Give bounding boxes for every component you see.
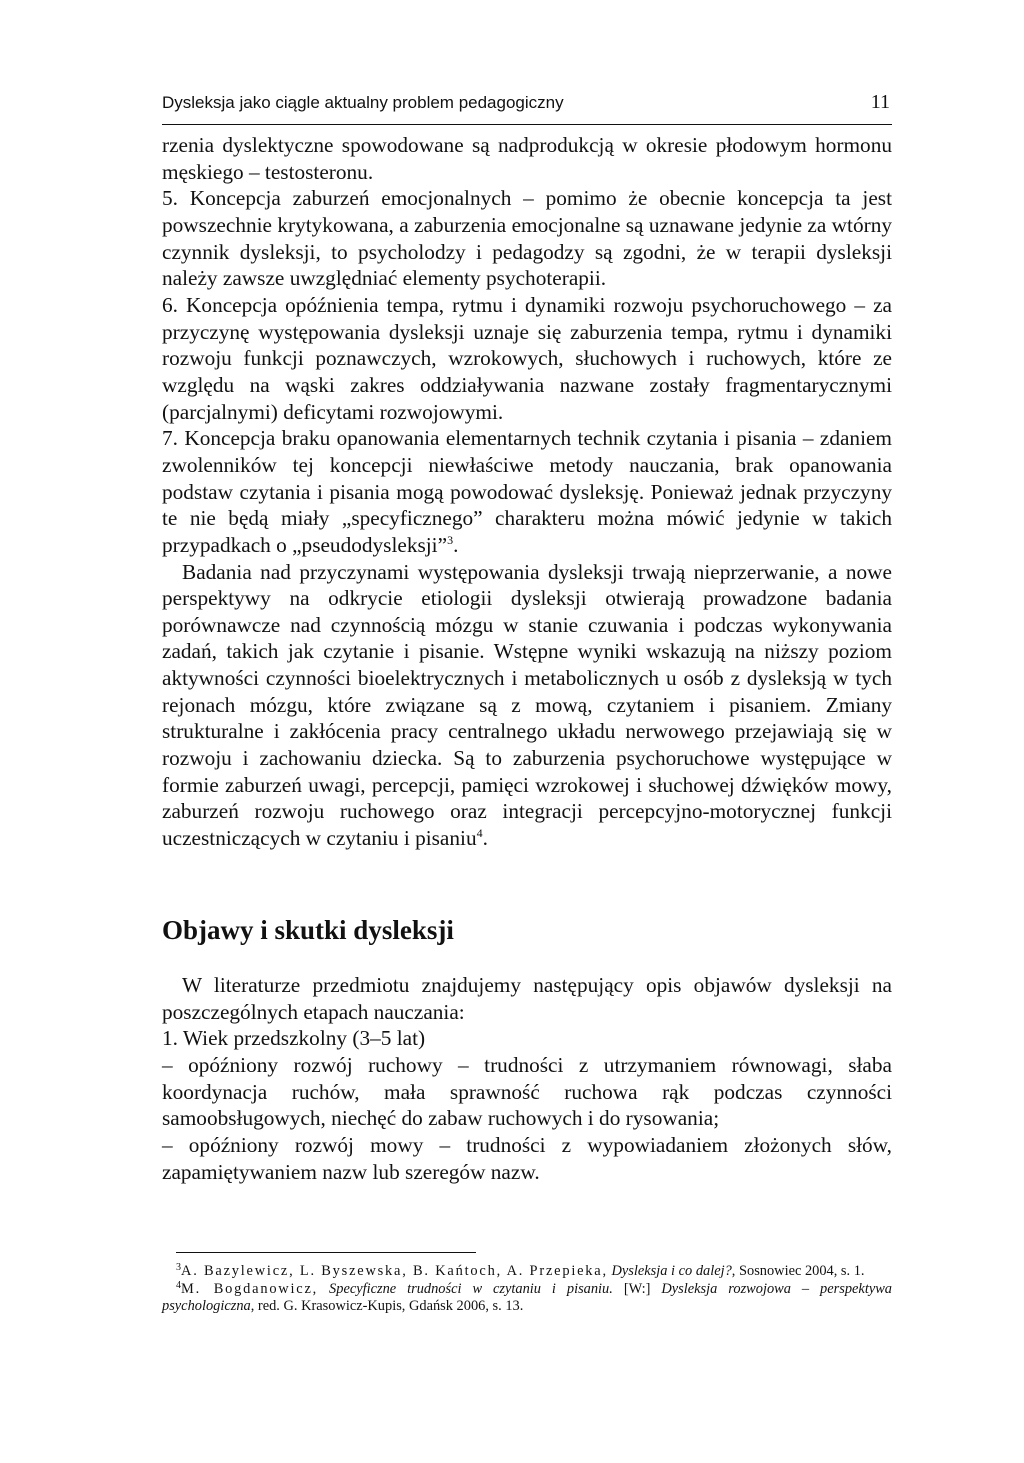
paragraph-text: 7. Koncepcja braku opanowania elementarnych technik czytania i pisania – zdaniem zwolenników tej koncepcji niewłaściwe metody nauczania, brak opanowania podstaw czytania i pisania mogą powodować dysleksję. Ponieważ jednak przyczyny te nie będą miały „specyficznego” charakteru można mówić jedynie w takich przypadkach o „pseudodysleksji” xyxy=(162,426,892,557)
paragraph: rzenia dyslektyczne spowodowane są nadprodukcją w okresie płodowym hormonu męskiego – testosteronu. xyxy=(162,133,892,184)
footnote-book: Dysleksja rozwojowa – perspektywa psychologiczna xyxy=(162,1280,892,1314)
footnote xyxy=(162,1263,892,1281)
page-header xyxy=(162,90,892,125)
list-item: 1. Wiek przedszkolny (3–5 lat) xyxy=(162,1026,426,1051)
paragraph-text: Badania nad przyczynami występowania dysleksji trwają nieprzerwanie, a nowe perspektywy na odkrycie etiologii dysleksji otwierają prowadzone badania porównawcze nad czynnością mózgu w stanie czuwania i podczas wykonywania zadań, takich jak czytanie i pisanie. Wstępne wyniki wskazują na niższy poziom aktywności czynności bioelektrycznych i metabolicznych u osób z dysleksją w tych rejonach mózgu, które związane są z mową, czytaniem i pisaniem. Zmiany strukturalne i zakłócenia pracy centralnego układu nerwowego przejawiają się w rozwoju i zachowaniu dziecka. Są to zaburzenia psychoruchowe występujące w formie zaburzeń uwagi, percepcji, pamięci wzrokowej i słuchowej dźwięków mowy, zaburzeń rozwoju ruchowego oraz integracji percepcyjno-motorycznej funkcji uczestniczących w czytaniu i pisaniu xyxy=(162,559,892,851)
footnote-reference: 3 xyxy=(447,532,454,547)
running-title: Dysleksja jako ciągle aktualny problem pedagogiczny xyxy=(162,93,564,112)
paragraph: 5. Koncepcja zaburzeń emocjonalnych – pomimo że obecnie koncepcja ta jest powszechnie krytykowana, a zaburzenia emocjonalne są uznawane jedynie za wtórny czynnik dysleksji, to psycholodzy i pedagodzy są zgodni, że w terapii dysleksji należy zawsze uwzględniać elementy psychoterapii. xyxy=(162,186,892,291)
footnotes xyxy=(162,1263,892,1316)
page-number: 11 xyxy=(870,91,890,113)
footnote-reference: 4 xyxy=(476,826,483,841)
section-text xyxy=(162,972,892,1185)
footnote-number: 4 xyxy=(176,1279,181,1291)
footnote-authors: A. Bazylewicz, L. Byszewska, B. Kańtoch, A. Przepieka, xyxy=(181,1263,608,1279)
footnote-title: Dysleksja i co dalej? xyxy=(611,1263,732,1279)
paragraph xyxy=(162,425,892,558)
paragraph: W literaturze przedmiotu znajdujemy następujący opis objawów dysleksji na poszczególnych etapach nauczania: xyxy=(162,973,892,1024)
sentence-end: . xyxy=(482,826,488,851)
footnote-title: Specyficzne trudności w czytaniu i pisaniu. xyxy=(329,1280,613,1297)
footnote-rest: , red. G. Krasowicz-Kupis, Gdańsk 2006, s. 13. xyxy=(250,1298,524,1314)
footnote xyxy=(162,1281,892,1316)
footnote-authors: M. Bogdanowicz, xyxy=(181,1280,319,1297)
section-heading: Objawy i skutki dysleksji xyxy=(162,915,454,945)
list-item: – opóźniony rozwój ruchowy – trudności z utrzymaniem równowagi, słaba koordynacja ruchów, mała sprawność ruchowa rąk podczas czynności samoobsługowych, niechęć do zabaw ruchowych i do rysowania; xyxy=(162,1052,892,1131)
footnote-separator xyxy=(176,1252,476,1253)
footnote-rest: , Sosnowiec 2004, s. 1. xyxy=(731,1263,865,1279)
main-text xyxy=(162,132,892,852)
paragraph: 6. Koncepcja opóźnienia tempa, rytmu i dynamiki rozwoju psychoruchowego – za przyczynę występowania dysleksji uznaje się zaburzenia tempa, rytmu i dynamiki rozwoju funkcji poznawczych, wzrokowych, słuchowych i ruchowych, które ze względu na wąski zakres oddziaływania nazwane zostały fragmentarycznymi (parcjalnymi) deficytami rozwojowymi. xyxy=(162,292,892,424)
footnote-number: 3 xyxy=(176,1262,181,1273)
list-item: – opóźniony rozwój mowy – trudności z wypowiadaniem złożonych słów, zapamiętywaniem nazw lub szeregów nazw. xyxy=(162,1132,892,1184)
footnote-mid: [W:] xyxy=(612,1280,662,1297)
paragraph xyxy=(162,559,892,852)
sentence-end: . xyxy=(453,532,459,557)
